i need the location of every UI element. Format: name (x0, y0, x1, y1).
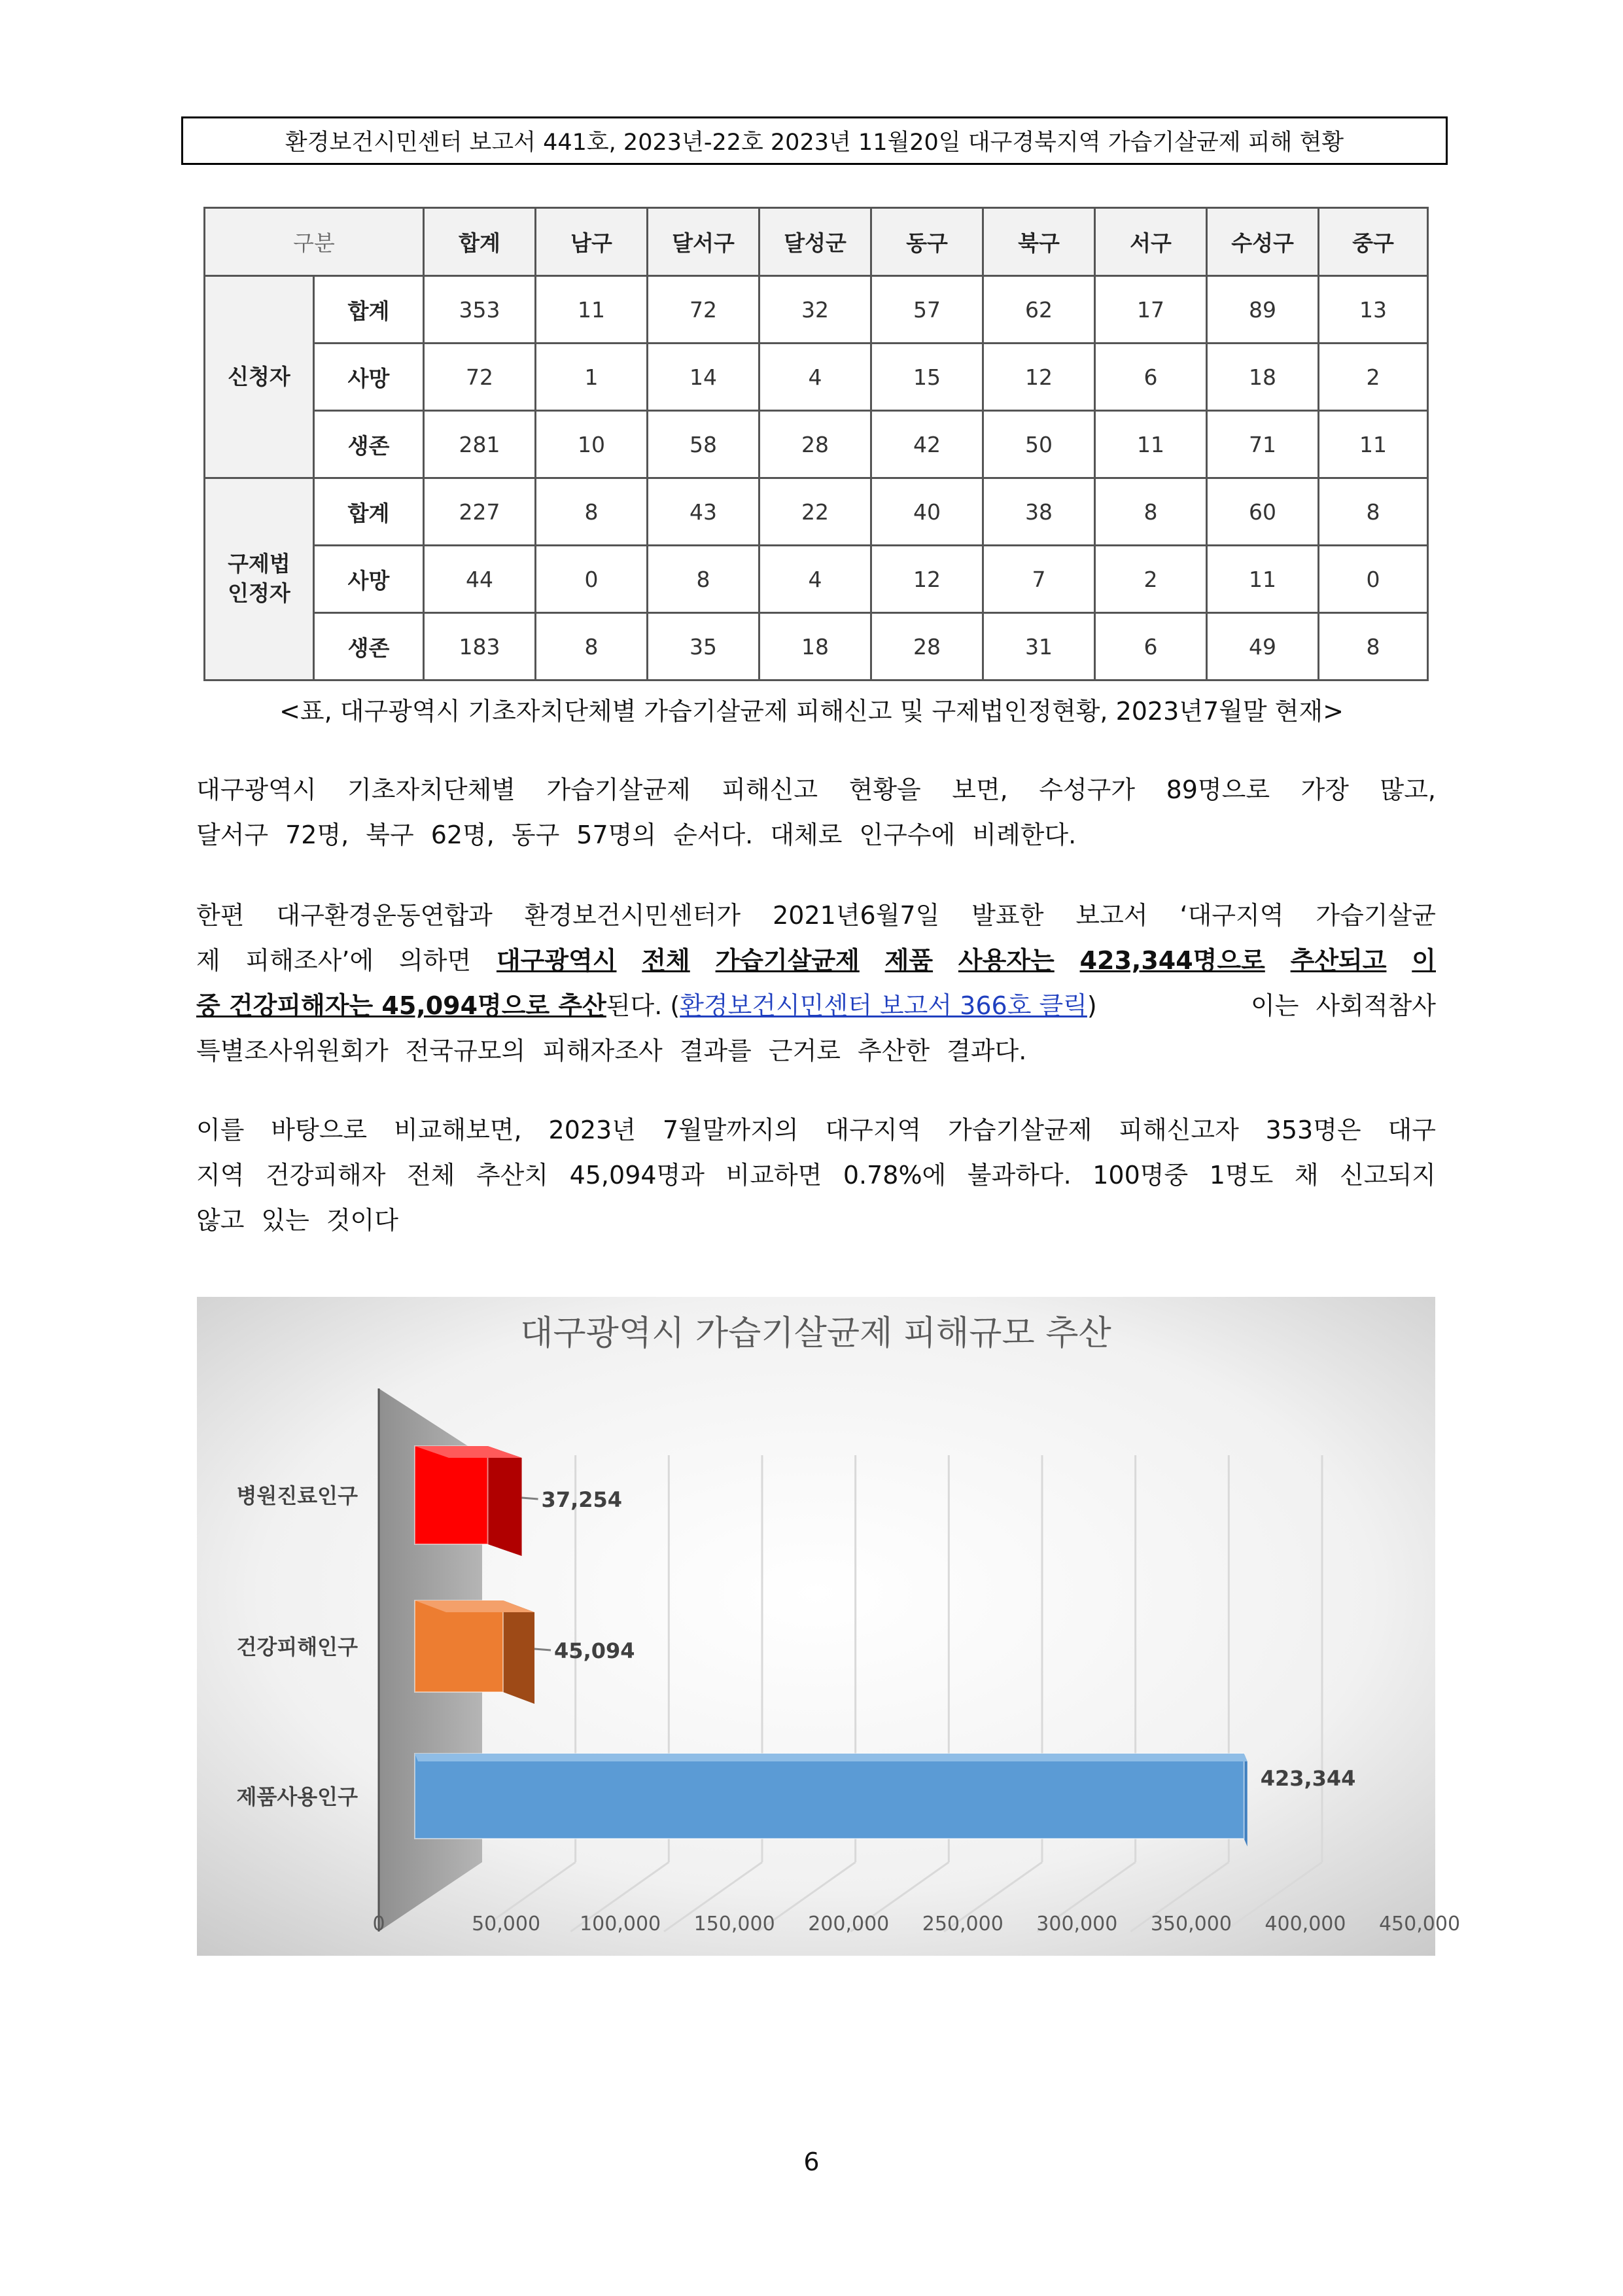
table-cell: 6 (1095, 613, 1207, 680)
word: 가습기살균제 (546, 775, 691, 804)
table-cell: 43 (648, 478, 759, 546)
word: 2021년6월7일 (773, 901, 940, 930)
paragraph-2-line-1 (196, 893, 1436, 938)
table-cell: 17 (1095, 276, 1207, 344)
x-tick-label: 0 (372, 1913, 385, 1935)
word: 결과다. (947, 1036, 1027, 1065)
table-cell: 8 (536, 478, 648, 546)
page-number: 6 (803, 2147, 820, 2176)
table-cell: 8 (1319, 478, 1428, 546)
table-cell: 14 (648, 344, 759, 411)
row-subheader: 사망 (314, 546, 424, 613)
row-subheader: 생존 (314, 411, 424, 478)
word: 이를 (196, 1116, 245, 1144)
word: ‘대구지역 (1179, 901, 1284, 930)
report-header-text: 환경보건시민센터 보고서 441호, 2023년-22호 2023년 11월20일 대구경북지역 가습기살균제 피해 현황 (285, 130, 1344, 156)
word: 대구광역시 (196, 775, 317, 804)
data-label: 423,344 (1260, 1766, 1356, 1791)
data-label: 45,094 (554, 1638, 635, 1663)
table-cell: 57 (871, 276, 983, 344)
word: 대구지역 (825, 1116, 922, 1144)
table-cell: 8 (536, 613, 648, 680)
word: 사용자는 (958, 946, 1055, 975)
table-cell: 15 (871, 344, 983, 411)
table-cell: 183 (424, 613, 536, 680)
table-cell: 2 (1319, 344, 1428, 411)
word: 0.78%에 (843, 1161, 947, 1190)
word: 72명, (285, 821, 349, 849)
table-cell: 11 (1319, 411, 1428, 478)
word: 62명, (430, 821, 495, 849)
report-366-link[interactable]: 환경보건시민센터 보고서 366호 클릭 (680, 991, 1087, 1020)
table-cell: 50 (983, 411, 1095, 478)
table-cell: 4 (759, 344, 871, 411)
table-cell: 227 (424, 478, 536, 546)
table-cell: 0 (1319, 546, 1428, 613)
word: 가습기살균 (1316, 901, 1436, 930)
table-cell: 7 (983, 546, 1095, 613)
word: 2023년 (548, 1116, 636, 1144)
bar-side-face (488, 1446, 522, 1556)
word: 많고, (1380, 775, 1436, 804)
table-corner-cell: 구분 (205, 208, 424, 276)
word: 제 (196, 946, 220, 975)
table-cell: 71 (1207, 411, 1319, 478)
word: 신고되지 (1340, 1161, 1436, 1190)
word: 인구수에 (859, 821, 956, 849)
word: 않고 (196, 1206, 245, 1235)
table-cell: 11 (1095, 411, 1207, 478)
word: 피해신고자 (1119, 1116, 1239, 1144)
table-cell: 18 (1207, 344, 1319, 411)
table-cell: 8 (1095, 478, 1207, 546)
table-cell: 31 (983, 613, 1095, 680)
column-header: 합계 (424, 208, 536, 276)
word: 달서구 (196, 821, 269, 849)
table-cell: 4 (759, 546, 871, 613)
word: 보고서 (1075, 901, 1148, 930)
word: 가장 (1300, 775, 1349, 804)
word: 있는 (261, 1206, 309, 1235)
table-cell: 10 (536, 411, 648, 478)
table-cell: 60 (1207, 478, 1319, 546)
word: 한편 (196, 901, 245, 930)
word: 채 (1294, 1161, 1319, 1190)
column-header: 남구 (536, 208, 648, 276)
row-subheader: 생존 (314, 613, 424, 680)
paragraph-1 (196, 768, 1436, 858)
word: 비례한다. (972, 821, 1077, 849)
table-cell: 44 (424, 546, 536, 613)
x-tick-label: 350,000 (1150, 1913, 1232, 1935)
table-cell: 35 (648, 613, 759, 680)
x-tick-label: 400,000 (1265, 1913, 1346, 1935)
bar-front-face (415, 1754, 1244, 1839)
table-caption: <표, 대구광역시 기초자치단체별 가습기살균제 피해신고 및 구제법인정현황, 2023년7월말 현재> (279, 697, 1344, 726)
table-cell: 1 (536, 344, 648, 411)
word: 100명중 (1092, 1161, 1189, 1190)
word: 발표한 (971, 901, 1044, 930)
word: 바탕으로 (271, 1116, 368, 1144)
word: 대구환경운동연합과 (276, 901, 493, 930)
table-cell: 18 (759, 613, 871, 680)
word: 대체로 (770, 821, 843, 849)
damage-scale-chart-svg (197, 1297, 1461, 1956)
data-label: 37,254 (541, 1487, 623, 1512)
row-subheader: 사망 (314, 344, 424, 411)
table-cell: 62 (983, 276, 1095, 344)
table-cell: 49 (1207, 613, 1319, 680)
paragraph-3-line-2 (196, 1153, 1436, 1198)
table-cell: 40 (871, 478, 983, 546)
word: 근거로 (768, 1036, 841, 1065)
word: 불과하다. (967, 1161, 1072, 1190)
word: 지역 (196, 1161, 245, 1190)
paragraph-2-line-2 (196, 938, 1436, 983)
word: 기초자치단체별 (347, 775, 516, 804)
column-header: 동구 (871, 208, 983, 276)
table-cell: 13 (1319, 276, 1428, 344)
paragraph-1-line-1 (196, 768, 1436, 813)
table-cell: 28 (759, 411, 871, 478)
word: 추산한 (858, 1036, 930, 1065)
column-header: 중구 (1319, 208, 1428, 276)
table-cell: 6 (1095, 344, 1207, 411)
bar-front-face (415, 1446, 488, 1544)
x-tick-label: 450,000 (1378, 1913, 1461, 1935)
column-header: 수성구 (1207, 208, 1319, 276)
leader-line (534, 1649, 551, 1650)
chart-title: 대구광역시 가습기살균제 피해규모 추산 (520, 1314, 1111, 1353)
report-header (181, 116, 1448, 165)
table-cell: 8 (648, 546, 759, 613)
x-tick-label: 100,000 (580, 1913, 661, 1935)
word: 89명으로 (1166, 775, 1270, 804)
word: 수성구가 (1039, 775, 1136, 804)
word: 피해조사’에 (245, 946, 374, 975)
word: 비교하면 (725, 1161, 822, 1190)
word: 현황을 (848, 775, 921, 804)
word: 이 (1412, 946, 1436, 975)
group-label: 구제법 인정자 (205, 478, 314, 680)
highlight-injured-estimate: 중 건강피해자는 45,094명으로 추산 (196, 991, 606, 1020)
bar-top-face (415, 1754, 1248, 1761)
group-label: 신청자 (205, 276, 314, 478)
table-cell: 89 (1207, 276, 1319, 344)
table-cell: 11 (1207, 546, 1319, 613)
word: 가습기살균제 (948, 1116, 1092, 1144)
word: 보면, (952, 775, 1008, 804)
word: 사회적참사 (1316, 991, 1436, 1020)
table-cell: 72 (648, 276, 759, 344)
category-label: 제품사용인구 (236, 1784, 358, 1809)
table-cell: 32 (759, 276, 871, 344)
word: 57명의 (576, 821, 657, 849)
word: 전국규모의 (405, 1036, 526, 1065)
column-header: 달서구 (648, 208, 759, 276)
paragraph-2-line-3: 중 건강피해자는 45,094명으로 추산된다. (환경보건시민센터 보고서 366호 클릭) 이는 사회적참사 (196, 983, 1436, 1029)
leader-line (522, 1498, 538, 1499)
table-cell: 12 (871, 546, 983, 613)
word: 추산치 (476, 1161, 549, 1190)
table-cell: 12 (983, 344, 1095, 411)
paragraph-2 (196, 893, 1436, 1074)
word: 순서다. (673, 821, 754, 849)
word: 대구광역시 (496, 946, 617, 975)
word: 423,344명으로 (1079, 946, 1265, 975)
paragraph-3-line-3 (196, 1198, 1436, 1243)
word: 1명도 (1209, 1161, 1274, 1190)
word: 피해자조사 (542, 1036, 663, 1065)
paragraph-2-line-4 (196, 1029, 1436, 1074)
word: 전체 (642, 946, 690, 975)
word: 45,094명과 (569, 1161, 705, 1190)
word: 353명은 (1265, 1116, 1361, 1144)
word: 건강피해자 (265, 1161, 386, 1190)
word: 7월말까지의 (662, 1116, 799, 1144)
table-cell: 72 (424, 344, 536, 411)
table-cell: 353 (424, 276, 536, 344)
row-subheader: 합계 (314, 478, 424, 546)
category-label: 병원진료인구 (236, 1483, 358, 1508)
table-cell: 22 (759, 478, 871, 546)
column-header: 북구 (983, 208, 1095, 276)
word: 의하면 (399, 946, 472, 975)
table-cell: 38 (983, 478, 1095, 546)
table-cell: 0 (536, 546, 648, 613)
word: 환경보건시민센터가 (524, 901, 741, 930)
paragraph-3-line-1 (196, 1108, 1436, 1153)
word: 결과를 (679, 1036, 752, 1065)
table-cell: 2 (1095, 546, 1207, 613)
column-header: 서구 (1095, 208, 1207, 276)
bar-front-face (415, 1600, 503, 1692)
table-cell: 58 (648, 411, 759, 478)
row-subheader: 합계 (314, 276, 424, 344)
table-cell: 281 (424, 411, 536, 478)
category-label: 건강피해인구 (236, 1634, 358, 1659)
paragraph-1-line-2 (196, 813, 1436, 858)
bar-side-face (503, 1600, 534, 1704)
x-tick-label: 300,000 (1036, 1913, 1118, 1935)
x-tick-label: 50,000 (472, 1913, 541, 1935)
x-tick-label: 200,000 (808, 1913, 890, 1935)
word: 제품 (884, 946, 934, 975)
x-tick-label: 150,000 (693, 1913, 775, 1935)
word: 동구 (511, 821, 560, 849)
table-cell: 8 (1319, 613, 1428, 680)
word: 전체 (407, 1161, 455, 1190)
table-cell: 28 (871, 613, 983, 680)
word: 이는 (1251, 991, 1299, 1020)
damage-stats-table (203, 207, 1429, 681)
column-header: 달성군 (759, 208, 871, 276)
word: 피해신고 (722, 775, 818, 804)
word: 비교해보면, (394, 1116, 522, 1144)
damage-scale-chart (197, 1297, 1461, 1956)
table-cell: 11 (536, 276, 648, 344)
word: 것이다 (326, 1206, 398, 1235)
word: 특별조사위원회가 (196, 1036, 389, 1065)
word: 북구 (366, 821, 414, 849)
paragraph-3 (196, 1108, 1436, 1243)
x-tick-label: 250,000 (922, 1913, 1003, 1935)
word: 대구 (1387, 1116, 1436, 1144)
word: 가습기살균제 (715, 946, 860, 975)
word: 추산되고 (1290, 946, 1387, 975)
table-cell: 42 (871, 411, 983, 478)
